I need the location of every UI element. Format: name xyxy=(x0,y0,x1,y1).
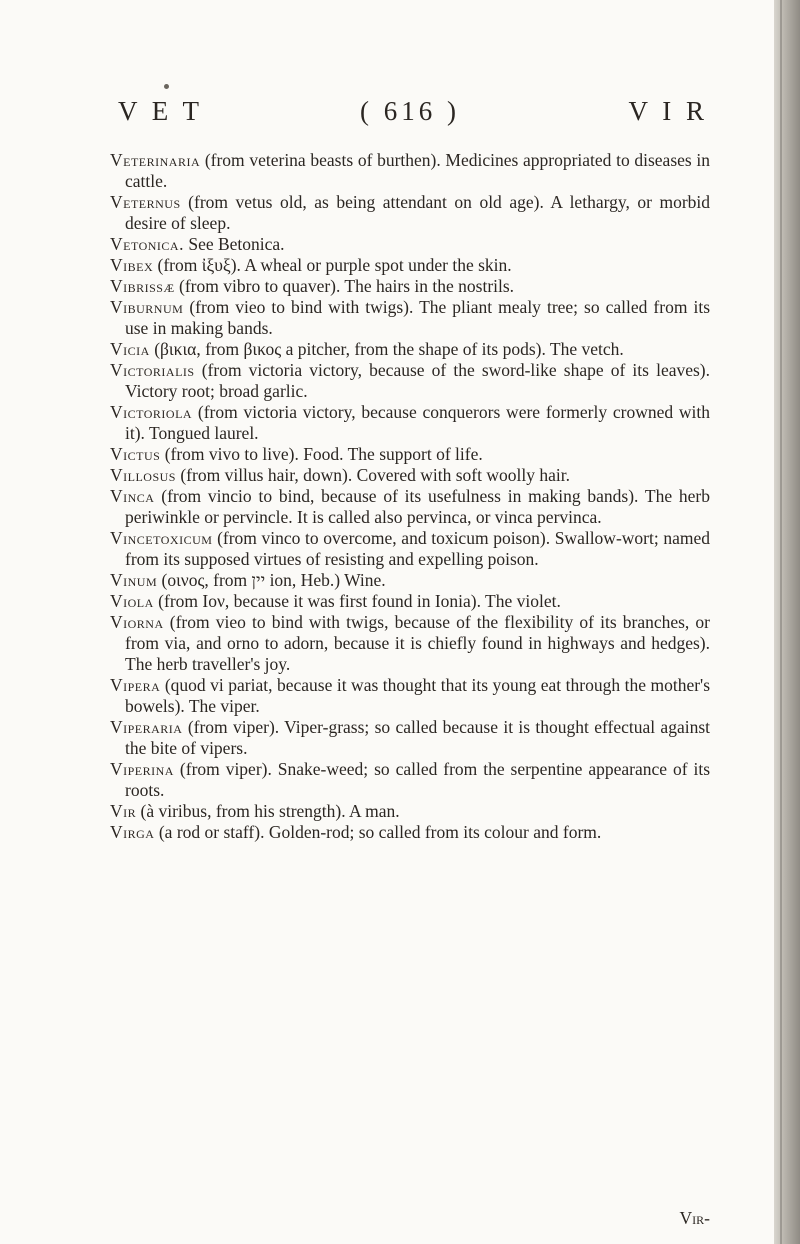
headword: Viperina xyxy=(110,759,174,779)
definition: (from vivo to live). Food. The support of life. xyxy=(164,444,483,464)
definition: (from viper). Snake-weed; so called from the serpentine appearance of its roots. xyxy=(125,759,711,800)
definition: (from vincio to bind, because of its usefulness in making bands). The herb periwinkle or pervincle. It is called also pervinca, or vinca pervinca. xyxy=(125,486,711,527)
headword: Veternus xyxy=(110,192,181,212)
definition: (à viribus, from his strength). A man. xyxy=(140,801,400,821)
definition: (from victoria victory, because of the sword-like shape of its leaves). Victory root; broad garlic. xyxy=(125,360,711,401)
entry-vipera xyxy=(110,675,710,717)
headword: Vincetoxicum xyxy=(110,528,213,548)
running-head-right: V I R xyxy=(628,96,708,126)
definition: (βικια, from βικος a pitcher, from the shape of its pods). The vetch. xyxy=(154,339,624,359)
definition: (quod vi pariat, because it was thought that its young eat through the mother's bowels). The viper. xyxy=(125,675,711,716)
entry-victoriola xyxy=(110,402,710,444)
headword: Victus xyxy=(110,444,161,464)
entry-vibrissae xyxy=(110,276,710,297)
running-head-left: V E T xyxy=(118,96,204,126)
headword: Vinca xyxy=(110,486,155,506)
entry-villosus xyxy=(110,465,710,486)
definition: (from villus hair, down). Covered with soft woolly hair. xyxy=(180,465,570,485)
headword: Vibex xyxy=(110,255,154,275)
headword: Viola xyxy=(110,591,154,611)
definition: (οινος, from יין ion, Heb.) Wine. xyxy=(161,570,386,590)
definition: (from victoria victory, because conquerors were formerly crowned with it). Tongued laurel. xyxy=(125,402,711,443)
headword: Villosus xyxy=(110,465,176,485)
entry-vinca xyxy=(110,486,710,528)
definition: (from vieo to bind with twigs). The pliant mealy tree; so called from its use in making bands. xyxy=(125,297,711,338)
entry-viola xyxy=(110,591,710,612)
headword: Vetonica. xyxy=(110,234,184,254)
headword: Victorialis xyxy=(110,360,195,380)
entry-viperina xyxy=(110,759,710,801)
definition: (a rod or staff). Golden-rod; so called from its colour and form. xyxy=(158,822,602,842)
ink-spot xyxy=(164,84,169,89)
catchword: Vir- xyxy=(679,1208,710,1228)
headword: Veterinaria xyxy=(110,150,201,170)
definition: (from veterina beasts of burthen). Medicines appropriated to diseases in cattle. xyxy=(125,150,711,191)
definition: (from viper). Viper-grass; so called because it is thought effectual against the bite of vipers. xyxy=(125,717,711,758)
entry-vetonica xyxy=(110,234,710,255)
headword: Vinum xyxy=(110,570,158,590)
entry-viorna xyxy=(110,612,710,675)
entry-victorialis xyxy=(110,360,710,402)
headword: Vicia xyxy=(110,339,150,359)
definition: (from ἰξυξ). A wheal or purple spot under the skin. xyxy=(157,255,512,275)
headword: Vir xyxy=(110,801,137,821)
running-head xyxy=(118,96,708,136)
page-number: ( 616 ) xyxy=(360,96,460,126)
headword: Viperaria xyxy=(110,717,183,737)
entry-vicia xyxy=(110,339,710,360)
entry-viperaria xyxy=(110,717,710,759)
entry-victus xyxy=(110,444,710,465)
page-edge-shadow xyxy=(774,0,800,1244)
definition: (from vieo to bind with twigs, because of the flexibility of its branches, or from via, and orno to adorn, because it is chiefly found in highways and hedges). The herb traveller's joy. xyxy=(125,612,711,674)
definition: (from vibro to quaver). The hairs in the nostrils. xyxy=(179,276,515,296)
headword: Viorna xyxy=(110,612,164,632)
entry-veterinaria xyxy=(110,150,710,192)
entry-virga xyxy=(110,822,710,843)
headword: Viburnum xyxy=(110,297,184,317)
headword: Victoriola xyxy=(110,402,193,422)
definition: (from vetus old, as being attendant on old age). A lethargy, or morbid desire of sleep. xyxy=(125,192,711,233)
entry-vincetoxicum xyxy=(110,528,710,570)
entry-vinum xyxy=(110,570,710,591)
definition: (from vinco to overcome, and toxicum poison). Swallow-wort; named from its supposed virtues of resisting and expelling poison. xyxy=(125,528,710,569)
headword: Vibrissæ xyxy=(110,276,175,296)
dictionary-entries xyxy=(110,150,710,843)
definition: See Betonica. xyxy=(188,234,285,254)
entry-veternus xyxy=(110,192,710,234)
definition: (from Ιον, because it was first found in Ionia). The violet. xyxy=(158,591,561,611)
entry-vir xyxy=(110,801,710,822)
entry-viburnum xyxy=(110,297,710,339)
headword: Virga xyxy=(110,822,155,842)
entry-vibex xyxy=(110,255,710,276)
headword: Vipera xyxy=(110,675,161,695)
